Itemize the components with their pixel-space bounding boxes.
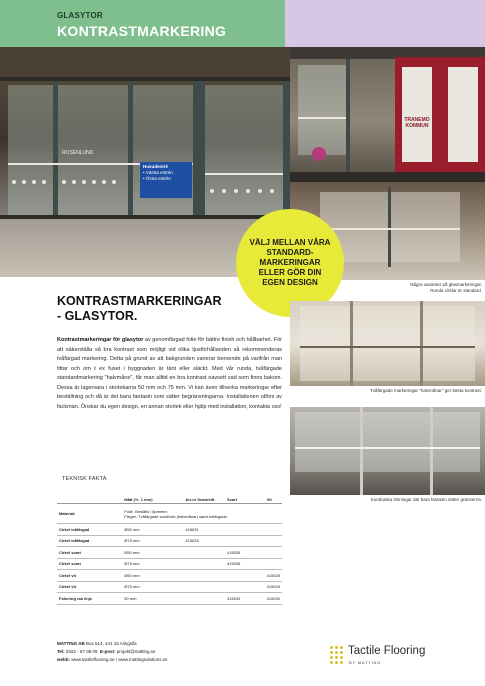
table-cell: Ø75 mm [122,581,183,593]
table-cell [183,593,225,605]
table-cell [183,570,225,582]
material-line2: Färger: Tvåfärgade svart/vita (halvmånar) samt enfärgade. [124,513,228,519]
table-cell: 415033 [183,535,225,547]
table-cell: 415028 [265,570,282,582]
table-cell [265,535,282,547]
footer-address: Box 514, 441 15 Alingsås [84,641,137,646]
article-body [57,336,282,412]
table-cell: 415036 [225,558,265,570]
article-heading-line1: KONTRASTMARKERINGAR [57,294,222,308]
table-row [57,524,282,536]
table-header-cell: Art.nr Svart/vitt [183,485,225,504]
table-header-cell: Svart [225,485,265,504]
table-header-row [57,485,282,504]
material-value [122,504,282,524]
table-header-cell: Vit [265,485,282,504]
wall-sign [402,67,432,162]
header-lilac-band [285,0,485,47]
entrance-sign-line2: • Östra entrén [143,176,171,181]
caption-variants [340,282,482,294]
tech-facts-title: TEKNISK FAKTA [62,476,107,482]
brand-name: Tactile Flooring [348,645,426,657]
footer-contact [57,640,168,664]
entrance-sign-line1: • Västra entrén [143,170,173,175]
table-cell: Cirkel tvåfärgad [57,535,122,547]
table-cell [225,524,265,536]
caption-halfmoon: Tvåfärgade markeringar "halvmånar" ger bästa kontrast. [370,388,482,393]
table-cell: Ø75 mm [122,558,183,570]
table-cell: 415031 [183,524,225,536]
brand-dots-icon [330,646,344,664]
table-cell: Ø75 mm [122,535,183,547]
table-cell: Cirkel svart [57,558,122,570]
page-header [0,0,485,47]
article-lead: Kontrastmarkeringar för glasytor [57,337,144,343]
caption-variants-line2: Runda cirklar är standard. [430,288,482,293]
brand-logo [330,643,460,669]
table-cell: 415030 [265,593,282,605]
hall-photo [290,301,485,386]
table-row [57,570,282,582]
footer-tel: 0322 - 67 08 05 [64,649,98,654]
table-cell: 50 mm [122,593,183,605]
caption-variants-line1: Några varianter på glasmarkeringar. [410,282,482,287]
table-cell: 415029 [265,581,282,593]
table-cell: Cirkel svart [57,547,122,559]
table-cell: Foliering rak linje [57,593,122,605]
footer-web-label: webb: [57,657,70,662]
caption-custom: Kundunika lösningar där bara fantasin sätter gränserna. [370,497,482,502]
table-header-cell [57,485,122,504]
entrance-sign [140,162,192,198]
footer-company: MATTING AB [57,641,85,646]
material-label: Material: [57,504,122,524]
table-cell [225,570,265,582]
table-cell [265,524,282,536]
footer-email[interactable]: projekt@matting.se [115,649,156,654]
header-subtitle: GLASYTOR [57,11,103,20]
material-line1: Folie. Beställs i 8pmeter. [124,508,168,514]
table-cell [183,558,225,570]
table-row [57,558,282,570]
table-row [57,593,282,605]
article-heading [57,294,222,324]
table-cell: Ø50 mm [122,524,183,536]
door-panel-label: ROSENLUND [62,150,94,156]
header-title: KONTRASTMARKERING [57,23,227,39]
table-header-cell: Mått (+/- 1 mm) [122,485,183,504]
table-cell [183,547,225,559]
tech-facts-table [57,485,282,605]
footer-web[interactable]: www.tactileflooring.se / www.mattingsolutions.se [70,657,168,662]
footer-email-label: E-post: [99,649,116,654]
table-row [57,535,282,547]
table-cell [225,535,265,547]
article-body-text: av genomfärgad folie för bättre finish och hållbarhet. För att säkerställa så bra kontrast som möjligt vid olika ljusförhållanden så rekommenderas tvåfärgad markering. Detta på grund av att bakgrunden varierar beroende på varifrån man tittar och om t ex fuset i byggnaden är tänt eller släckt. Med vår runda, tvåfärgade standardmarkering "halvmåne", får man alltid en bra kontrast oavsett vad som finns bakom. Dessa är lagervara i storlekarna 50 mm och 75 mm. Vi kan även tillverka markeringar efter beställning och då är det bara fantasin som sätter begränsningarna. Installationen utförs av fackman. Önskar du egen design, en annan storlek eller hjälp med installation, kontakta oss! [57,337,282,410]
table-row [57,504,282,524]
table-cell: Cirkel tvåfärgad [57,524,122,536]
footer-tel-label: Tel: [57,649,65,654]
table-cell [265,558,282,570]
table-row [57,581,282,593]
wall-sign-text: TRANEMO KOMMUN [404,117,430,129]
article-heading-line2: - GLASYTOR. [57,309,138,323]
table-cell [265,547,282,559]
table-cell: 415034 [225,593,265,605]
table-cell: Cirkel vit [57,581,122,593]
table-row [57,547,282,559]
table-cell: Ø50 mm [122,570,183,582]
callout-text: VÄLJ MELLAN VÅRA STANDARD-MARKERINGAR ELLER GÖR DIN EGEN DESIGN [249,238,331,287]
table-cell: 415035 [225,547,265,559]
table-cell [225,581,265,593]
table-cell: Ø50 mm [122,547,183,559]
corridor-photo [290,407,485,495]
brand-sub: BY MATTING [349,660,382,665]
doors-photo [290,47,485,172]
entrance-sign-title: Huvudentré [143,164,169,169]
table-cell: Cirkel vit [57,570,122,582]
table-cell [183,581,225,593]
